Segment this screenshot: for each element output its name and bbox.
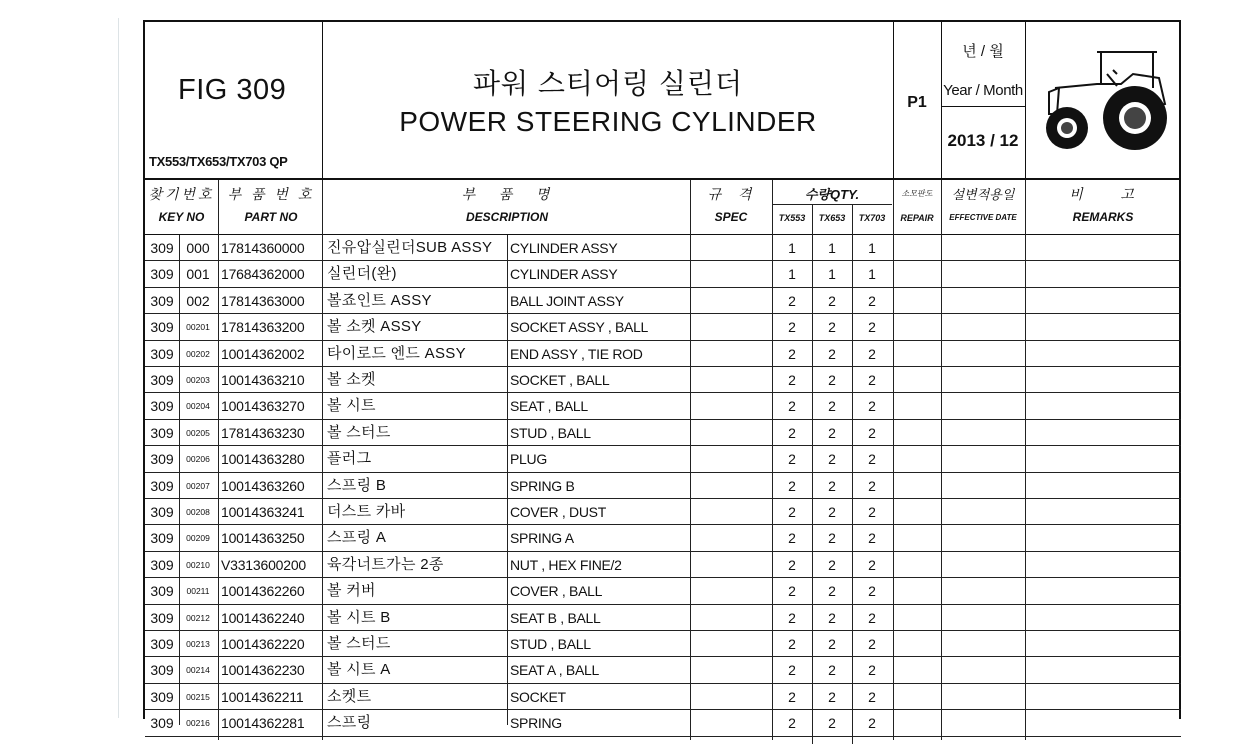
row-qty-tx553: 2 <box>788 715 796 732</box>
row-qty-tx703: 2 <box>868 583 876 600</box>
row-name-korean: 볼 시트 <box>327 397 376 415</box>
row-qty-tx653: 2 <box>828 504 836 520</box>
row-qty-tx553: 2 <box>788 319 796 336</box>
table-row <box>145 393 1181 419</box>
row-qty-tx653: 2 <box>828 292 836 309</box>
row-fig: 309 <box>150 345 174 362</box>
col-repair-ko: 소모판도 <box>901 189 933 198</box>
row-qty-tx703: 2 <box>868 530 876 547</box>
row-qty-tx653: 2 <box>828 715 836 732</box>
row-qty-tx653: 2 <box>828 398 836 415</box>
year-month-label-en: Year / Month <box>943 82 1023 99</box>
row-name-korean: 육각너트가는 2종 <box>327 555 444 573</box>
table-row <box>145 552 1181 578</box>
tractor-illustration <box>1035 44 1175 156</box>
row-name-korean: 볼죠인트 ASSY <box>327 291 432 309</box>
row-name-korean: 볼 시트 A <box>327 661 391 679</box>
col-key-ko: 찾기번호 <box>148 186 215 202</box>
row-qty-tx653: 2 <box>828 319 836 336</box>
table-row <box>145 288 1181 314</box>
row-part-no: 17814363000 <box>221 292 305 309</box>
table-row <box>145 261 1181 287</box>
title-korean: 파워 스티어링 실린더 <box>473 68 743 99</box>
row-name-korean: 스프링 A <box>327 529 387 547</box>
row-fig: 309 <box>150 240 174 256</box>
row-key-no: 00209 <box>186 533 210 544</box>
row-name-korean: 스프링 B <box>327 476 387 494</box>
row-qty-tx703: 2 <box>868 345 876 362</box>
row-qty-tx553: 1 <box>788 266 796 283</box>
table-row <box>145 684 1181 710</box>
row-description: STUD , BALL <box>510 636 591 652</box>
sheet-header <box>145 22 1181 180</box>
row-qty-tx703: 2 <box>868 504 876 520</box>
row-key-no: 00213 <box>186 639 210 649</box>
row-key-no: 00201 <box>186 322 210 333</box>
row-qty-tx703: 2 <box>868 556 876 573</box>
row-fig: 309 <box>150 477 174 494</box>
row-description: SPRING B <box>510 477 575 494</box>
col-part-en: PART NO <box>244 210 298 224</box>
row-part-no: 10014363241 <box>221 504 305 520</box>
row-description: SPRING A <box>510 530 574 547</box>
row-key-no: 00216 <box>186 718 210 729</box>
row-qty-tx553: 2 <box>788 451 796 468</box>
row-part-no: 10014362230 <box>221 662 305 679</box>
row-part-no: V3313600200 <box>221 556 306 573</box>
row-description: END ASSY , TIE ROD <box>510 345 643 362</box>
row-qty-tx653: 2 <box>828 345 836 362</box>
col-repair-en: REPAIR <box>900 213 934 223</box>
row-description: NUT , HEX FINE/2 <box>510 556 622 573</box>
row-qty-tx553: 2 <box>788 398 796 415</box>
row-description: SEAT A , BALL <box>510 662 599 679</box>
col-qty-tx653: TX653 <box>818 213 846 223</box>
table-row <box>145 710 1181 736</box>
row-qty-tx653: 1 <box>828 240 836 256</box>
row-fig: 309 <box>150 530 174 547</box>
row-fig: 309 <box>150 504 174 520</box>
row-qty-tx553: 2 <box>788 530 796 547</box>
row-name-korean: 볼 소켓 <box>327 371 376 388</box>
row-description: COVER , BALL <box>510 583 603 600</box>
row-name-korean: 타이로드 엔드 ASSY <box>327 344 466 362</box>
row-key-no: 00208 <box>186 507 210 517</box>
table-row <box>145 578 1181 604</box>
row-qty-tx653: 2 <box>828 424 836 441</box>
row-name-korean: 스프링 <box>327 714 372 732</box>
col-rem-ko: 비 고 <box>1069 186 1137 202</box>
row-fig: 309 <box>150 424 174 441</box>
row-part-no: 10014363280 <box>221 451 305 468</box>
row-fig: 309 <box>150 662 174 679</box>
row-description: COVER , DUST <box>510 504 606 520</box>
row-fig: 309 <box>150 556 174 573</box>
row-qty-tx703: 1 <box>868 240 876 256</box>
col-eff-ko: 설변적용일 <box>951 187 1015 202</box>
row-name-korean: 볼 소켓 ASSY <box>327 318 422 336</box>
col-eff-en: EFFECTIVE DATE <box>949 213 1017 222</box>
year-month-value: 2013 / 12 <box>947 131 1019 150</box>
row-part-no: 10014363210 <box>221 372 305 388</box>
row-name-korean: 볼 스터드 <box>327 423 391 441</box>
row-qty-tx703: 2 <box>868 609 876 626</box>
row-part-no: 10014362220 <box>221 636 305 652</box>
row-qty-tx653: 2 <box>828 583 836 600</box>
row-key-no: 00203 <box>186 375 210 385</box>
row-qty-tx703: 2 <box>868 477 876 494</box>
row-name-korean: 볼 커버 <box>327 582 376 600</box>
row-part-no: 17814363200 <box>221 319 305 336</box>
col-spec-en: SPEC <box>714 210 748 224</box>
row-qty-tx553: 2 <box>788 583 796 600</box>
row-qty-tx553: 2 <box>788 477 796 494</box>
table-row <box>145 473 1181 499</box>
row-part-no: 10014363250 <box>221 530 305 547</box>
row-name-korean: 소켓트 <box>327 687 372 705</box>
row-qty-tx553: 2 <box>788 372 796 388</box>
col-desc-en: DESCRIPTION <box>465 210 548 224</box>
figure-number: FIG 309 <box>178 74 287 106</box>
row-key-no: 00211 <box>186 586 210 597</box>
row-qty-tx703: 2 <box>868 398 876 415</box>
parts-sheet <box>143 20 1181 732</box>
row-name-korean: 더스트 카바 <box>327 503 406 520</box>
row-qty-tx703: 2 <box>868 688 876 705</box>
row-fig: 309 <box>150 715 174 732</box>
row-part-no: 10014363270 <box>221 398 305 415</box>
row-key-no: 00207 <box>186 480 210 491</box>
page-number: P1 <box>907 94 927 111</box>
row-fig: 309 <box>150 398 174 415</box>
row-part-no: 17814360000 <box>221 240 305 256</box>
row-qty-tx703: 2 <box>868 319 876 336</box>
row-name-korean: 실린더(완) <box>327 265 397 283</box>
row-fig: 309 <box>150 583 174 600</box>
row-qty-tx553: 2 <box>788 662 796 679</box>
row-key-no: 00204 <box>186 401 210 412</box>
row-qty-tx703: 2 <box>868 292 876 309</box>
row-qty-tx653: 2 <box>828 609 836 626</box>
row-key-no: 00210 <box>186 559 210 570</box>
table-row <box>145 605 1181 631</box>
row-key-no: 00205 <box>186 427 210 438</box>
row-fig: 309 <box>150 688 174 705</box>
row-qty-tx703: 2 <box>868 372 876 388</box>
row-key-no: 000 <box>186 240 210 256</box>
row-fig: 309 <box>150 636 174 652</box>
row-description: SEAT , BALL <box>510 398 588 415</box>
col-rem-en: REMARKS <box>1072 210 1134 224</box>
row-qty-tx653: 2 <box>828 688 836 705</box>
title-english: POWER STEERING CYLINDER <box>399 106 817 137</box>
row-qty-tx653: 2 <box>828 556 836 573</box>
row-key-no: 00215 <box>186 691 210 702</box>
table-row <box>145 499 1181 525</box>
row-description: CYLINDER ASSY <box>510 266 618 283</box>
table-row <box>145 525 1181 551</box>
row-qty-tx553: 2 <box>788 636 796 652</box>
row-part-no: 17684362000 <box>221 266 305 283</box>
row-fig: 309 <box>150 451 174 468</box>
table-row <box>145 367 1181 393</box>
row-description: SOCKET ASSY , BALL <box>510 319 649 336</box>
table-row <box>145 446 1181 472</box>
row-name-korean: 볼 시트 B <box>327 608 391 626</box>
row-description: STUD , BALL <box>510 424 591 441</box>
row-name-korean: 플러그 <box>327 450 372 468</box>
row-key-no: 001 <box>186 266 210 283</box>
row-qty-tx553: 2 <box>788 556 796 573</box>
row-part-no: 10014362002 <box>221 345 305 362</box>
row-part-no: 10014362240 <box>221 609 305 626</box>
row-fig: 309 <box>150 609 174 626</box>
row-qty-tx553: 2 <box>788 688 796 705</box>
row-qty-tx553: 2 <box>788 609 796 626</box>
row-description: SOCKET <box>510 688 566 705</box>
row-name-korean: 진유압실린더SUB ASSY <box>327 239 493 256</box>
col-qty-tx703: TX703 <box>858 213 886 223</box>
row-key-no: 00206 <box>186 454 210 465</box>
row-key-no: 00202 <box>186 348 210 359</box>
row-description: SOCKET , BALL <box>510 372 610 388</box>
row-part-no: 10014362260 <box>221 583 305 600</box>
table-row <box>145 314 1181 340</box>
row-key-no: 00214 <box>186 665 210 676</box>
row-qty-tx553: 2 <box>788 504 796 520</box>
col-qty-tx553: TX553 <box>778 213 806 223</box>
row-fig: 309 <box>150 319 174 336</box>
row-description: SPRING <box>510 715 562 732</box>
row-qty-tx703: 2 <box>868 451 876 468</box>
table-row <box>145 341 1181 367</box>
row-part-no: 10014362211 <box>221 688 304 705</box>
row-key-no: 002 <box>186 292 210 309</box>
year-month-label-ko: 년 / 월 <box>962 43 1004 60</box>
row-qty-tx653: 2 <box>828 530 836 547</box>
row-qty-tx703: 2 <box>868 662 876 679</box>
model-list: TX553/TX653/TX703 QP <box>149 154 288 169</box>
row-part-no: 10014363260 <box>221 477 305 494</box>
row-fig: 309 <box>150 292 174 309</box>
row-qty-tx703: 1 <box>868 266 876 283</box>
row-qty-tx703: 2 <box>868 424 876 441</box>
row-part-no: 10014362281 <box>221 715 305 732</box>
row-fig: 309 <box>150 372 174 388</box>
row-part-no: 17814363230 <box>221 424 305 441</box>
row-fig: 309 <box>150 266 174 283</box>
row-description: SEAT B , BALL <box>510 609 601 626</box>
row-qty-tx553: 2 <box>788 345 796 362</box>
row-qty-tx653: 2 <box>828 636 836 652</box>
row-qty-tx653: 2 <box>828 372 836 388</box>
row-qty-tx553: 2 <box>788 292 796 309</box>
table-row <box>145 657 1181 683</box>
row-key-no: 00212 <box>186 612 210 623</box>
table-row <box>145 420 1181 446</box>
row-qty-tx553: 1 <box>788 240 796 256</box>
row-description: BALL JOINT ASSY <box>510 292 624 309</box>
row-qty-tx653: 1 <box>828 266 836 283</box>
col-spec-ko: 규 격 <box>707 186 755 202</box>
col-desc-ko: 부 품 명 <box>461 186 553 202</box>
col-key-en: KEY NO <box>158 210 205 224</box>
row-qty-tx653: 2 <box>828 451 836 468</box>
row-qty-tx553: 2 <box>788 424 796 441</box>
col-qty: 수량QTY. <box>804 187 860 202</box>
row-qty-tx703: 2 <box>868 715 876 732</box>
table-row <box>145 631 1181 657</box>
table-row <box>145 235 1181 261</box>
row-description: CYLINDER ASSY <box>510 240 618 256</box>
row-qty-tx653: 2 <box>828 477 836 494</box>
row-qty-tx653: 2 <box>828 662 836 679</box>
row-description: PLUG <box>510 451 547 468</box>
row-qty-tx703: 2 <box>868 636 876 652</box>
col-part-ko: 부 품 번 호 <box>227 186 315 202</box>
row-name-korean: 볼 스터드 <box>327 635 391 652</box>
